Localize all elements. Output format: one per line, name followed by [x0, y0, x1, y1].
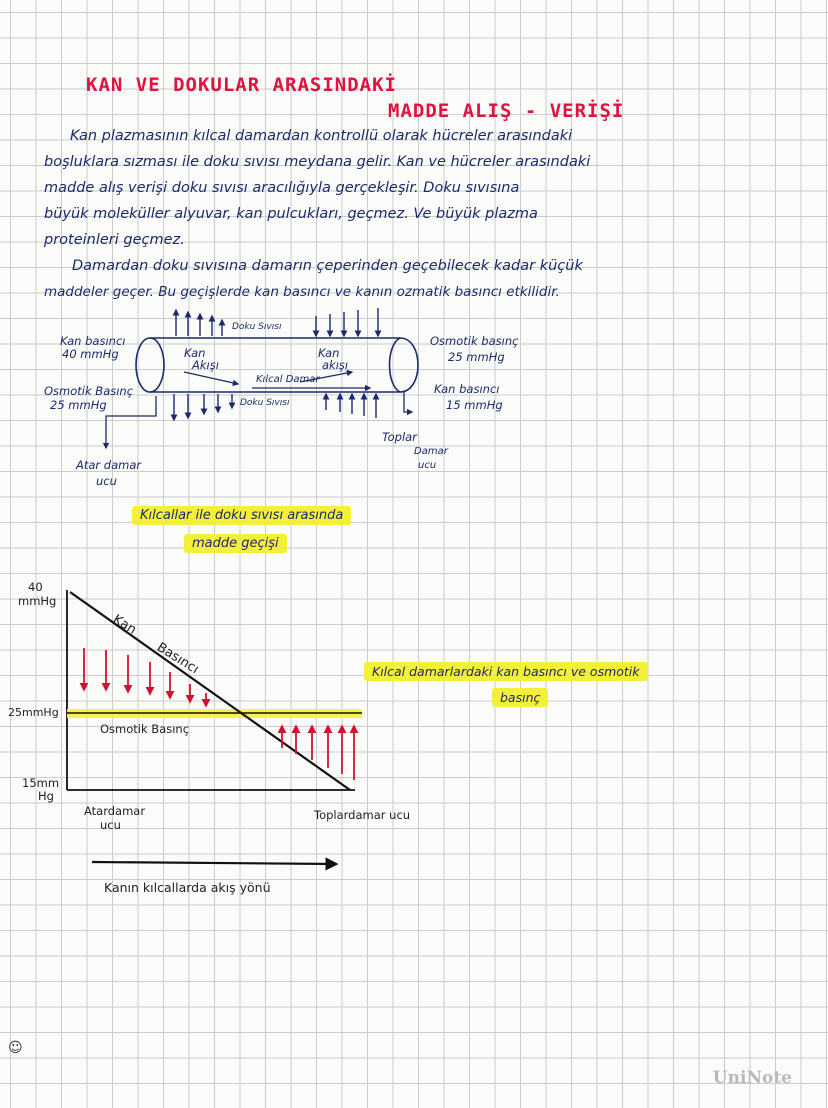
atar-damar-ucu-2: ucu: [100, 818, 121, 832]
kan-basinci-label-2: Basıncı: [154, 640, 202, 678]
para2-line-2: maddeler geçer. Bu geçişlerde kan basıncı ve kanın ozmatik basıncı etkilidir.: [44, 284, 560, 300]
outflow-arrows-top: [176, 310, 222, 336]
caption-2-line-2: basınç: [492, 688, 548, 707]
toplar-damar-pointer: [404, 392, 412, 412]
left-top-label-1: Kan basıncı: [60, 334, 126, 348]
right-bottom-label-1: Kan basıncı: [434, 382, 500, 396]
para1-line-5: proteinleri geçmez.: [44, 232, 185, 248]
right-top-label-2: 25 mmHg: [448, 350, 505, 364]
inflow-arrows-bottom: [326, 394, 376, 418]
left-bottom-label-2: 25 mmHg: [50, 398, 107, 412]
kan-akisi-right-2: akışı: [322, 358, 349, 372]
para1-line-2: boşluklara sızması ile doku sıvısı meydana gelir. Kan ve hücreler arasındaki: [44, 154, 591, 170]
kan-basinci-label-1: Kan: [110, 612, 139, 638]
flow-direction-label: Kanın kılcallarda akış yönü: [104, 880, 271, 895]
inflow-arrows-top: [316, 308, 378, 336]
y-label-40: 40: [28, 580, 43, 594]
para1-line-3: madde alış verişi doku sıvısı aracılığıyla gerçekleşir. Doku sıvısına: [44, 180, 520, 196]
toplar-damar-label-1: Toplar: [382, 430, 417, 444]
y-label-15-unit: Hg: [38, 789, 54, 803]
kilcal-damar-label: Kılcal Damar: [256, 374, 320, 385]
atar-damar-pointer: [106, 396, 156, 448]
atar-damar-label-1: Atar damar: [76, 458, 142, 472]
kan-akisi-left-2: Akışı: [192, 358, 219, 372]
smiley-doodle-icon: ☺: [8, 1040, 23, 1056]
para2-line-1: Damardan doku sıvısına damarın çeperinden geçebilecek kadar küçük: [72, 258, 583, 274]
left-top-label-2: 40 mmHg: [62, 347, 119, 361]
toplar-damar-label-3: ucu: [418, 460, 437, 471]
right-bottom-label-2: 15 mmHg: [446, 398, 503, 412]
osmotik-basinc-label: Osmotik Basınç: [100, 722, 190, 736]
atar-damar-ucu-1: Atardamar: [84, 804, 146, 818]
doku-sivisi-bottom: Doku Sıvısı: [240, 398, 290, 408]
watermark: UniNote: [712, 1068, 792, 1088]
title-line-2: MADDE ALIŞ - VERİŞİ: [388, 100, 625, 122]
y-label-40-unit: mmHg: [18, 594, 57, 608]
reabsorption-arrows: [282, 726, 354, 780]
left-bottom-label-1: Osmotik Basınç: [44, 384, 134, 398]
flow-direction-arrow: [92, 862, 336, 864]
y-label-15: 15mm: [22, 776, 60, 790]
toplar-damar-ucu: Toplardamar ucu: [314, 808, 411, 822]
flow-arrow-left: [184, 372, 238, 384]
right-top-label-1: Osmotik basınç: [430, 334, 519, 348]
caption-1-line-1: Kılcallar ile doku sıvısı arasında: [132, 506, 351, 525]
para1-line-1: Kan plazmasının kılcal damardan kontrollü olarak hücreler arasındaki: [70, 128, 573, 144]
kan-akisi-left-1: Kan: [184, 346, 206, 360]
title-line-1: KAN VE DOKULAR ARASINDAKİ: [86, 74, 397, 96]
atar-damar-label-2: ucu: [96, 474, 117, 488]
toplar-damar-label-2: Damar: [414, 446, 448, 457]
y-label-25: 25mmHg: [8, 706, 59, 719]
doku-sivisi-top: Doku Sıvısı: [232, 322, 282, 332]
caption-2-line-1: Kılcal damarlardaki kan basıncı ve osmotik: [364, 662, 648, 681]
caption-1-line-2: madde geçişi: [184, 534, 287, 553]
kan-akisi-right-1: Kan: [318, 346, 340, 360]
para1-line-4: büyük moleküller alyuvar, kan pulcukları, geçmez. Ve büyük plazma: [44, 206, 538, 222]
outflow-arrows-bottom: [174, 394, 232, 420]
